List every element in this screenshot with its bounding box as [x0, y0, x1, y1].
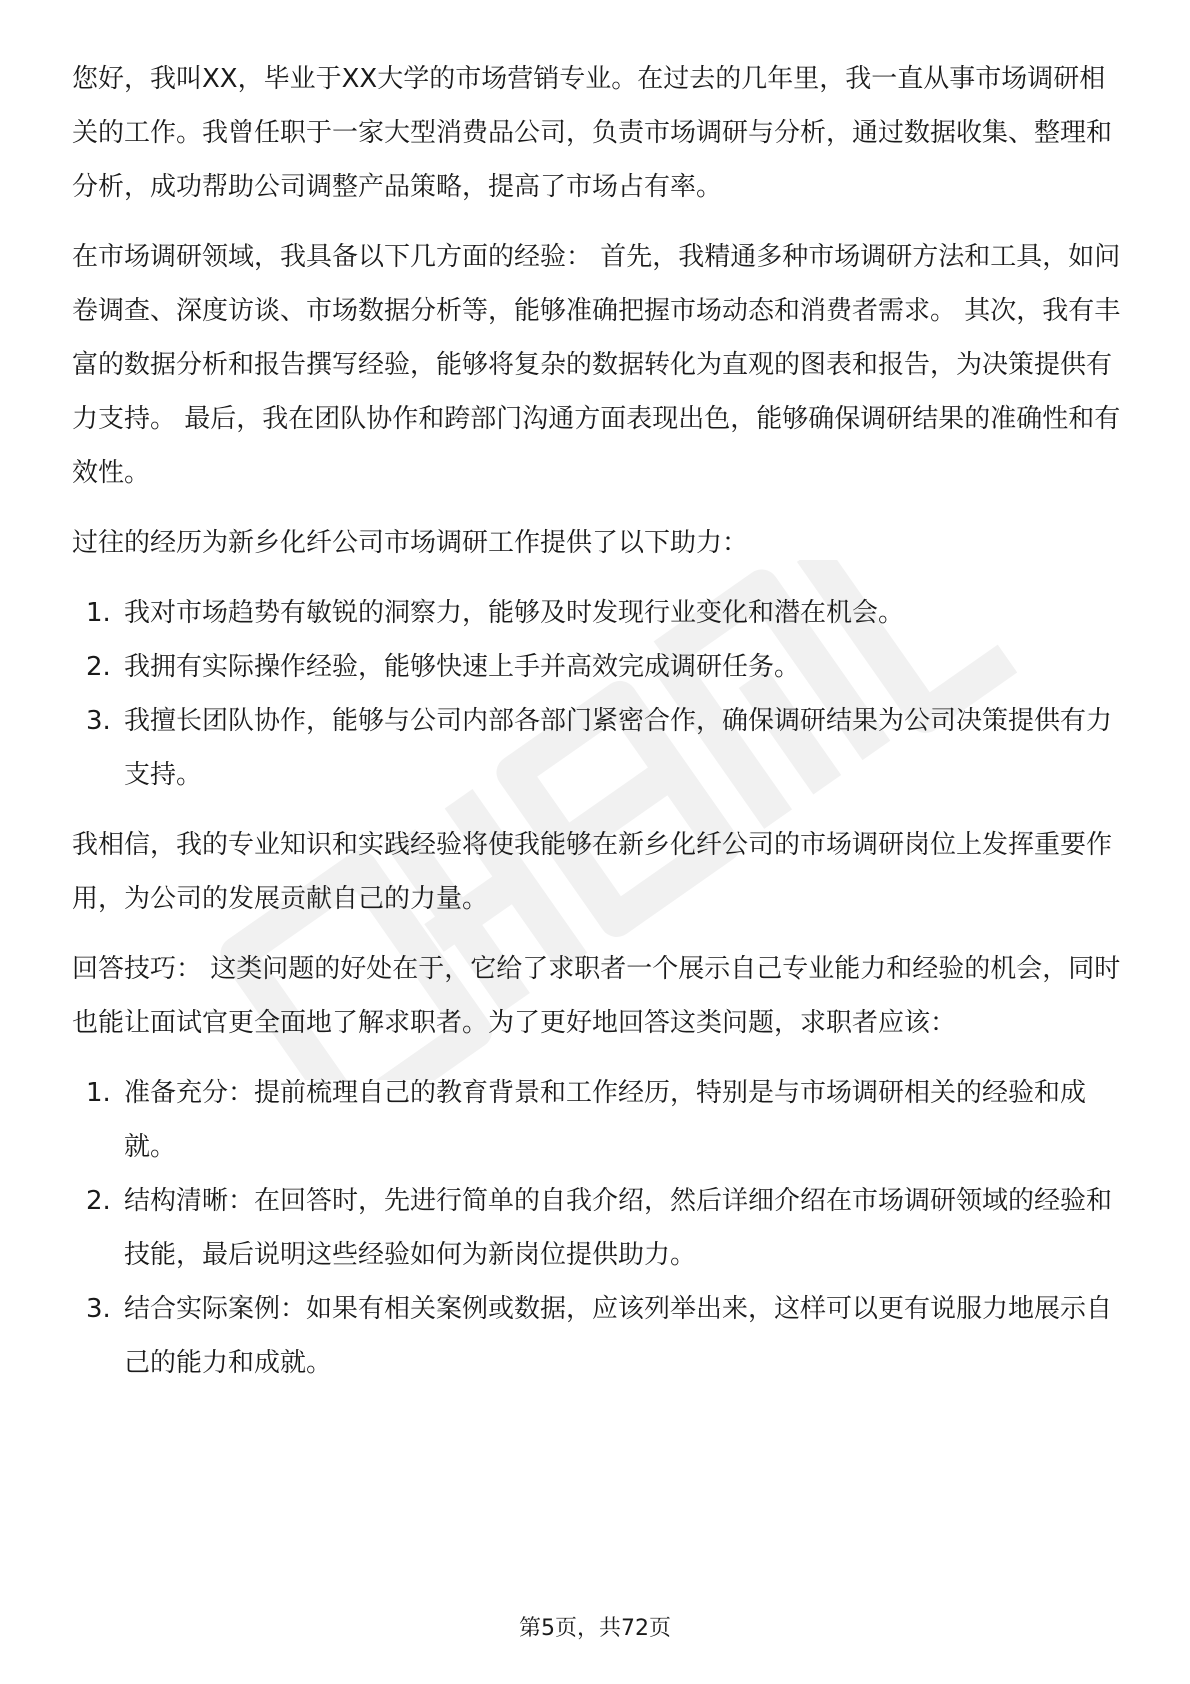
contribution-list — [72, 586, 1122, 802]
closing-paragraph: 我相信，我的专业知识和实践经验将使我能够在新乡化纤公司的市场调研岗位上发挥重要作用，为公司的发展贡献自己的力量。 — [72, 830, 1113, 914]
list-item-number: 2. — [86, 1186, 111, 1216]
list-item — [72, 1066, 1122, 1174]
list-item-number: 3. — [86, 706, 111, 736]
tips-paragraph: 回答技巧： 这类问题的好处在于，它给了求职者一个展示自己专业能力和经验的机会，同时也能让面试官更全面地了解求职者。为了更好地回答这类问题，求职者应该： — [72, 954, 1121, 1038]
document-body — [72, 52, 1122, 1406]
list-item — [72, 1282, 1122, 1390]
experience-paragraph: 在市场调研领域，我具备以下几方面的经验： 首先，我精通多种市场调研方法和工具，如问卷调查、深度访谈、市场数据分析等，能够准确把握市场动态和消费者需求。 其次，我有丰富的数据分析和报告撰写经验，能够将复杂的数据转化为直观的图表和报告，为决策提供有力支持。 最后，我在团队协作和跨部门沟通方面表现出色，能够确保调研结果的准确性和有效性。 — [72, 242, 1121, 488]
list-item-number: 3. — [86, 1294, 111, 1324]
list-item — [72, 694, 1122, 802]
list-item-text: 结构清晰：在回答时，先进行简单的自我介绍，然后详细介绍在市场调研领域的经验和技能，最后说明这些经验如何为新岗位提供助力。 — [124, 1186, 1113, 1270]
list-item-number: 1. — [86, 598, 111, 628]
list-item-text: 我对市场趋势有敏锐的洞察力，能够及时发现行业变化和潜在机会。 — [124, 598, 905, 628]
page-number: 第5页，共72页 — [519, 1616, 671, 1641]
list-item-number: 1. — [86, 1078, 111, 1108]
intro-paragraph: 您好，我叫XX，毕业于XX大学的市场营销专业。在过去的几年里，我一直从事市场调研相关的工作。我曾任职于一家大型消费品公司，负责市场调研与分析，通过数据收集、整理和分析，成功帮助公司调整产品策略，提高了市场占有率。 — [72, 64, 1113, 202]
tips-list — [72, 1066, 1122, 1390]
list-item — [72, 1174, 1122, 1282]
list-item — [72, 586, 1122, 640]
list-item-number: 2. — [86, 652, 111, 682]
list-item-text: 准备充分：提前梳理自己的教育背景和工作经历，特别是与市场调研相关的经验和成就。 — [124, 1078, 1087, 1162]
list-item-text: 我拥有实际操作经验，能够快速上手并高效完成调研任务。 — [124, 652, 801, 682]
list-item — [72, 640, 1122, 694]
list-item-text: 我擅长团队协作，能够与公司内部各部门紧密合作，确保调研结果为公司决策提供有力支持。 — [124, 706, 1113, 790]
list-item-text: 结合实际案例：如果有相关案例或数据，应该列举出来，这样可以更有说服力地展示自己的能力和成就。 — [124, 1294, 1113, 1378]
page-footer — [0, 1614, 1190, 1644]
contribution-intro-paragraph: 过往的经历为新乡化纤公司市场调研工作提供了以下助力： — [72, 528, 749, 558]
